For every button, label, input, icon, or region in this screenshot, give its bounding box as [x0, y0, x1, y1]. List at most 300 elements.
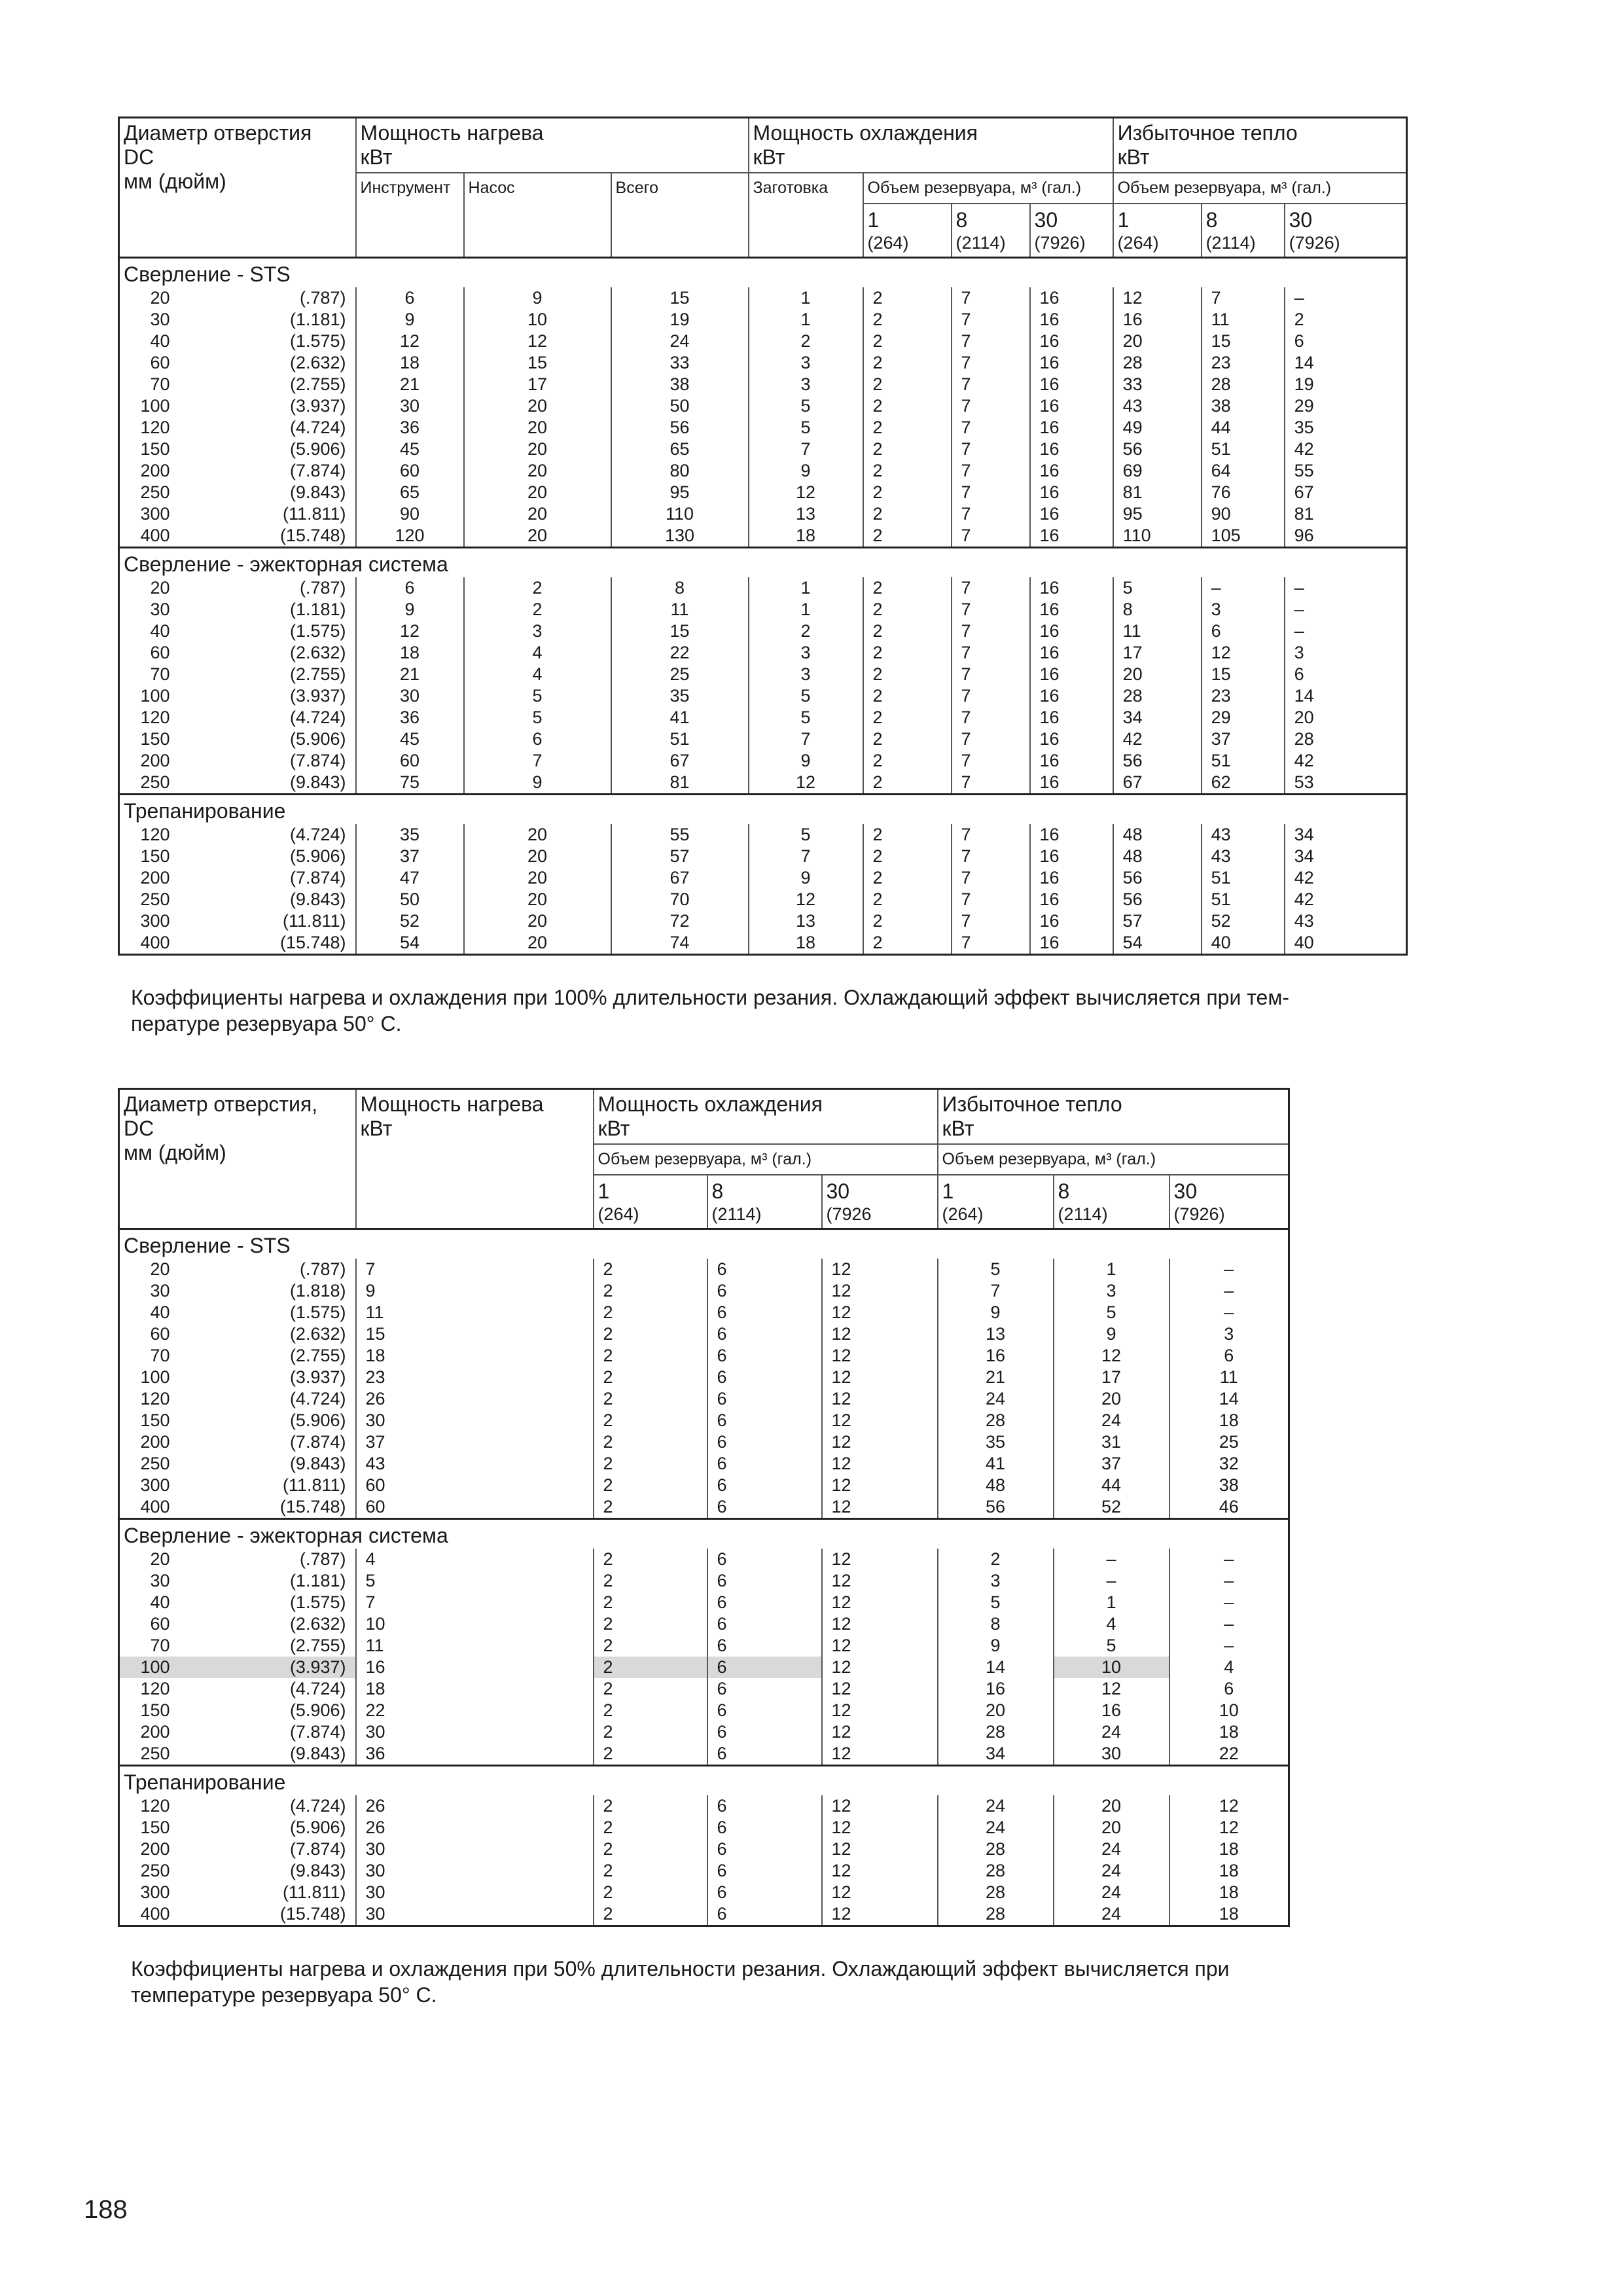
cell-cooling-vol-1: 2: [594, 1453, 707, 1475]
cell-excess-vol-1: 42: [1113, 728, 1202, 750]
cell-excess-vol-30: 3: [1285, 642, 1407, 664]
cell-diameter-mm: 70: [150, 1636, 170, 1655]
cell-cooling-vol-1: 2: [863, 728, 952, 750]
cell-cooling-vol-8: 7: [952, 599, 1030, 620]
table-row: [119, 1635, 1289, 1657]
cell-diameter-inch: (9.843): [289, 1861, 346, 1880]
cell-excess-vol-30: 81: [1285, 503, 1407, 525]
cell-diameter-mm: 100: [140, 396, 170, 416]
cell-heating-instrument: 45: [356, 728, 464, 750]
cell-cooling-blank: 5: [749, 685, 863, 707]
cell-excess-vol-30: 2: [1285, 309, 1407, 331]
cell-heating-pump: 20: [464, 417, 611, 439]
cell-heating-pump: 20: [464, 932, 611, 955]
cell-excess-vol-1: 28: [938, 1721, 1054, 1743]
cell-heating-instrument: 45: [356, 439, 464, 460]
cell-cooling-vol-30: 16: [1030, 309, 1113, 331]
cell-heating-instrument: 18: [356, 352, 464, 374]
cell-heating-power: 26: [356, 1817, 594, 1839]
cell-cooling-vol-1: 2: [594, 1259, 707, 1280]
cell-heating-pump: 20: [464, 910, 611, 932]
cell-diameter-inch: (2.632): [289, 1614, 346, 1634]
cell-cooling-vol-1: 2: [594, 1743, 707, 1766]
cell-heating-instrument: 21: [356, 374, 464, 395]
cell-diameter-mm: 300: [140, 504, 170, 524]
table-row: [119, 1882, 1289, 1903]
cell-heating-total: 70: [611, 889, 749, 910]
cell-cooling-blank: 13: [749, 910, 863, 932]
cell-excess-vol-1: 28: [938, 1860, 1054, 1882]
cell-cooling-blank: 1: [749, 599, 863, 620]
cell-cooling-vol-8: 6: [707, 1388, 822, 1410]
cell-excess-vol-30: 42: [1285, 439, 1407, 460]
cell-diameter-mm: 60: [150, 353, 170, 372]
cell-cooling-vol-30: 12: [822, 1496, 938, 1519]
cell-excess-vol-1: 3: [938, 1570, 1054, 1592]
cell-excess-vol-30: –: [1285, 599, 1407, 620]
table-row: [119, 1302, 1289, 1323]
cell-cooling-vol-30: 12: [822, 1549, 938, 1570]
cell-excess-vol-1: 110: [1113, 525, 1202, 548]
cell-diameter-inch: (4.724): [289, 1389, 346, 1408]
cell-excess-vol-8: –: [1202, 577, 1285, 599]
cell-cooling-vol-8: 6: [707, 1721, 822, 1743]
header-excess-volume-30: 30 (7926): [1285, 204, 1407, 258]
cell-cooling-vol-8: 7: [952, 910, 1030, 932]
table-row: [119, 1345, 1289, 1367]
cell-heating-total: 22: [611, 642, 749, 664]
table-row: [119, 1795, 1289, 1817]
header-blank: Заготовка: [749, 173, 863, 258]
cell-heating-total: 50: [611, 395, 749, 417]
cell-diameter-inch: (1.575): [289, 621, 346, 641]
cell-diameter-mm: 250: [140, 1744, 170, 1763]
cell-diameter-inch: (9.843): [289, 889, 346, 909]
cell-heating-instrument: 52: [356, 910, 464, 932]
cell-cooling-vol-30: 12: [822, 1795, 938, 1817]
cell-cooling-vol-1: 2: [863, 620, 952, 642]
table-row: [119, 1860, 1289, 1882]
cell-excess-vol-30: 22: [1169, 1743, 1289, 1766]
cell-excess-vol-1: 20: [1113, 664, 1202, 685]
cell-excess-vol-8: 9: [1054, 1323, 1169, 1345]
cell-cooling-vol-8: 7: [952, 503, 1030, 525]
header-cooling: Мощность охлаждения кВт: [594, 1089, 938, 1145]
cell-excess-vol-30: –: [1169, 1280, 1289, 1302]
cell-diameter-mm: 120: [140, 708, 170, 727]
cell-excess-vol-8: 12: [1202, 642, 1285, 664]
table-row: [119, 331, 1407, 352]
cell-cooling-vol-1: 2: [863, 482, 952, 503]
cell-cooling-vol-30: 16: [1030, 846, 1113, 867]
cell-cooling-vol-8: 7: [952, 824, 1030, 846]
cell-diameter-mm: 30: [150, 1571, 170, 1590]
cell-cooling-vol-30: 16: [1030, 932, 1113, 955]
cell-heating-total: 55: [611, 824, 749, 846]
cell-cooling-vol-30: 12: [822, 1431, 938, 1453]
cell-heating-power: 26: [356, 1388, 594, 1410]
cell-excess-vol-30: 35: [1285, 417, 1407, 439]
cell-heating-pump: 20: [464, 525, 611, 548]
table-row: [119, 642, 1407, 664]
cell-excess-vol-8: 43: [1202, 846, 1285, 867]
cell-heating-instrument: 60: [356, 750, 464, 772]
table-row: [119, 1549, 1289, 1570]
cell-heating-instrument: 36: [356, 417, 464, 439]
table-row: [119, 1700, 1289, 1721]
cell-excess-vol-1: 28: [1113, 352, 1202, 374]
cell-diameter-inch: (7.874): [289, 461, 346, 480]
cell-excess-vol-1: 5: [1113, 577, 1202, 599]
cell-heating-total: 15: [611, 620, 749, 642]
cell-excess-vol-1: 56: [1113, 439, 1202, 460]
cell-cooling-vol-1: 2: [863, 932, 952, 955]
cell-diameter-mm: 70: [150, 664, 170, 684]
table-row: [119, 910, 1407, 932]
cell-cooling-vol-8: 6: [707, 1475, 822, 1496]
cell-excess-vol-30: 18: [1169, 1903, 1289, 1926]
cell-heating-power: 7: [356, 1592, 594, 1613]
cell-diameter-mm: 300: [140, 1475, 170, 1495]
table-row: [119, 685, 1407, 707]
cell-cooling-vol-8: 6: [707, 1302, 822, 1323]
cell-diameter-mm: 40: [150, 331, 170, 351]
cell-cooling-vol-8: 6: [707, 1613, 822, 1635]
cell-heating-power: 11: [356, 1302, 594, 1323]
cell-diameter-inch: (9.843): [289, 1744, 346, 1763]
cell-excess-vol-30: 18: [1169, 1860, 1289, 1882]
table-heat-cooling-50: [118, 1088, 1290, 1927]
cell-excess-vol-30: 6: [1169, 1345, 1289, 1367]
cell-cooling-vol-8: 7: [952, 439, 1030, 460]
cell-diameter-mm: 250: [140, 1454, 170, 1473]
cell-cooling-vol-8: 6: [707, 1903, 822, 1926]
cell-cooling-vol-30: 12: [822, 1839, 938, 1860]
cell-heating-pump: 4: [464, 642, 611, 664]
cell-diameter-inch: (7.874): [289, 868, 346, 888]
cell-cooling-vol-30: 16: [1030, 750, 1113, 772]
cell-diameter-inch: (15.748): [279, 526, 346, 545]
cell-diameter-inch: (1.575): [289, 331, 346, 351]
cell-heating-total: 67: [611, 750, 749, 772]
cell-cooling-blank: 3: [749, 664, 863, 685]
cell-heating-instrument: 90: [356, 503, 464, 525]
cell-excess-vol-8: 10: [1054, 1657, 1169, 1678]
cell-cooling-vol-30: 16: [1030, 707, 1113, 728]
table-row: [119, 750, 1407, 772]
cell-heating-total: 38: [611, 374, 749, 395]
cell-cooling-vol-8: 7: [952, 932, 1030, 955]
cell-excess-vol-30: 18: [1169, 1839, 1289, 1860]
cell-heating-power: 30: [356, 1860, 594, 1882]
cell-heating-instrument: 30: [356, 685, 464, 707]
cell-cooling-vol-1: 2: [594, 1367, 707, 1388]
cell-diameter-inch: (9.843): [289, 482, 346, 502]
cell-excess-vol-1: 43: [1113, 395, 1202, 417]
cell-cooling-vol-30: 12: [822, 1388, 938, 1410]
cell-heating-total: 11: [611, 599, 749, 620]
cell-heating-pump: 9: [464, 772, 611, 795]
cell-diameter-mm: 120: [140, 1389, 170, 1408]
cell-excess-vol-30: 11: [1169, 1367, 1289, 1388]
section-title: Трепанирование: [119, 1766, 1289, 1796]
cell-diameter-mm: 200: [140, 1722, 170, 1742]
table-row: [119, 707, 1407, 728]
cell-cooling-vol-30: 16: [1030, 460, 1113, 482]
cell-heating-instrument: 36: [356, 707, 464, 728]
cell-excess-vol-8: 51: [1202, 867, 1285, 889]
cell-cooling-vol-30: 16: [1030, 503, 1113, 525]
cell-cooling-vol-8: 7: [952, 525, 1030, 548]
cell-diameter-inch: (4.724): [289, 708, 346, 727]
cell-excess-vol-30: –: [1285, 287, 1407, 309]
cell-excess-vol-8: 5: [1054, 1302, 1169, 1323]
cell-heating-total: 65: [611, 439, 749, 460]
cell-diameter-inch: (.787): [299, 1549, 346, 1569]
cell-diameter-inch: (3.937): [179, 1657, 356, 1678]
table-row: [119, 846, 1407, 867]
cell-excess-vol-1: 28: [938, 1882, 1054, 1903]
cell-excess-vol-8: 24: [1054, 1882, 1169, 1903]
cell-excess-vol-1: 28: [1113, 685, 1202, 707]
cell-heating-power: 36: [356, 1743, 594, 1766]
cell-heating-power: 30: [356, 1410, 594, 1431]
cell-diameter-mm: 200: [140, 1432, 170, 1452]
cell-cooling-vol-8: 7: [952, 309, 1030, 331]
cell-cooling-vol-8: 6: [707, 1345, 822, 1367]
header-excess-volume-1: 1 (264): [1113, 204, 1202, 258]
cell-excess-vol-30: –: [1285, 620, 1407, 642]
cell-heating-pump: 17: [464, 374, 611, 395]
cell-excess-vol-8: 44: [1054, 1475, 1169, 1496]
cell-excess-vol-1: 54: [1113, 932, 1202, 955]
cell-heating-power: 30: [356, 1882, 594, 1903]
cell-diameter-inch: (15.748): [279, 1904, 346, 1924]
cell-cooling-vol-8: 6: [707, 1280, 822, 1302]
cell-excess-vol-1: 48: [938, 1475, 1054, 1496]
cell-cooling-vol-1: 2: [594, 1570, 707, 1592]
cell-excess-vol-30: 6: [1169, 1678, 1289, 1700]
cell-diameter-mm: 120: [140, 825, 170, 844]
cell-diameter-mm: 150: [140, 1410, 170, 1430]
table2-note: Коэффициенты нагрева и охлаждения при 50% длительности резания. Охлаждающий эффект вычисляется при температуре резервуара 50° С.: [131, 1957, 1230, 2007]
cell-cooling-vol-1: 2: [594, 1635, 707, 1657]
cell-diameter-mm: 120: [140, 1796, 170, 1816]
cell-excess-vol-8: 1: [1054, 1259, 1169, 1280]
cell-cooling-vol-1: 2: [863, 374, 952, 395]
cell-heating-pump: 2: [464, 577, 611, 599]
table-row: [119, 417, 1407, 439]
cell-cooling-blank: 2: [749, 620, 863, 642]
cell-cooling-vol-30: 12: [822, 1592, 938, 1613]
cell-diameter-inch: (.787): [299, 578, 346, 598]
cell-cooling-vol-8: 7: [952, 846, 1030, 867]
table-row: [119, 374, 1407, 395]
cell-heating-total: 56: [611, 417, 749, 439]
section-title: Трепанирование: [119, 795, 1407, 825]
cell-cooling-vol-30: 12: [822, 1302, 938, 1323]
cell-cooling-vol-1: 2: [863, 417, 952, 439]
table1-note: Коэффициенты нагрева и охлаждения при 100% длительности резания. Охлаждающий эффект вычисляется при тем- пературе резервуара 50° С.: [131, 986, 1289, 1035]
header-diameter: Диаметр отверстия DC мм (дюйм): [124, 121, 312, 193]
cell-diameter-inch: (5.906): [289, 729, 346, 749]
cell-excess-vol-30: 34: [1285, 846, 1407, 867]
cell-cooling-vol-8: 6: [707, 1549, 822, 1570]
table-row: [119, 287, 1407, 309]
cell-excess-vol-30: 14: [1285, 685, 1407, 707]
table-row: [119, 1592, 1289, 1613]
cell-heating-power: 5: [356, 1570, 594, 1592]
cell-cooling-vol-1: 2: [863, 577, 952, 599]
cell-heating-power: 30: [356, 1721, 594, 1743]
header-volume-30: 30 (7926: [822, 1175, 938, 1229]
cell-cooling-vol-8: 7: [952, 287, 1030, 309]
cell-cooling-vol-8: 6: [707, 1882, 822, 1903]
cell-diameter-inch: (7.874): [289, 1839, 346, 1859]
cell-heating-instrument: 12: [356, 620, 464, 642]
cell-diameter-mm: 70: [150, 1346, 170, 1365]
table-row: [119, 460, 1407, 482]
cell-cooling-vol-1: 2: [594, 1388, 707, 1410]
cell-cooling-vol-1: 2: [594, 1721, 707, 1743]
table-row: [119, 503, 1407, 525]
cell-diameter-inch: (4.724): [289, 825, 346, 844]
cell-excess-vol-1: 56: [1113, 889, 1202, 910]
table-row: [119, 1431, 1289, 1453]
cell-cooling-vol-8: 6: [707, 1657, 822, 1678]
cell-heating-pump: 2: [464, 599, 611, 620]
cell-diameter-inch: (9.843): [289, 772, 346, 792]
cell-diameter-inch: (2.755): [289, 374, 346, 394]
cell-excess-vol-1: 34: [1113, 707, 1202, 728]
cell-cooling-vol-30: 16: [1030, 685, 1113, 707]
cell-excess-vol-30: 29: [1285, 395, 1407, 417]
cell-excess-vol-1: 11: [1113, 620, 1202, 642]
cell-diameter-mm: 60: [150, 1324, 170, 1344]
cell-cooling-vol-8: 6: [707, 1743, 822, 1766]
cell-heating-pump: 7: [464, 750, 611, 772]
cell-excess-vol-8: 76: [1202, 482, 1285, 503]
cell-excess-vol-8: 38: [1202, 395, 1285, 417]
cell-cooling-vol-30: 12: [822, 1817, 938, 1839]
cell-excess-vol-1: 20: [1113, 331, 1202, 352]
cell-excess-vol-1: 20: [938, 1700, 1054, 1721]
cell-cooling-blank: 5: [749, 707, 863, 728]
cell-cooling-vol-30: 12: [822, 1613, 938, 1635]
header-heating: Мощность нагрева кВт: [356, 118, 749, 173]
cell-cooling-vol-8: 6: [707, 1795, 822, 1817]
cell-excess-vol-8: 4: [1054, 1613, 1169, 1635]
table-row: [119, 1743, 1289, 1766]
cell-diameter-mm: 150: [140, 439, 170, 459]
cell-cooling-vol-8: 6: [707, 1700, 822, 1721]
cell-diameter-mm: 200: [140, 751, 170, 770]
cell-cooling-vol-1: 2: [863, 824, 952, 846]
header-volume-1: 1 (264): [594, 1175, 707, 1229]
cell-cooling-vol-30: 12: [822, 1410, 938, 1431]
cell-heating-instrument: 6: [356, 287, 464, 309]
cell-heating-total: 80: [611, 460, 749, 482]
cell-cooling-blank: 7: [749, 439, 863, 460]
cell-cooling-vol-1: 2: [863, 707, 952, 728]
cell-heating-instrument: 30: [356, 395, 464, 417]
cell-excess-vol-8: 37: [1054, 1453, 1169, 1475]
cell-excess-vol-30: 20: [1285, 707, 1407, 728]
table-row: [119, 889, 1407, 910]
table-row: [119, 664, 1407, 685]
cell-excess-vol-8: –: [1054, 1570, 1169, 1592]
cell-heating-power: 30: [356, 1903, 594, 1926]
cell-diameter-mm: 120: [140, 418, 170, 437]
cell-heating-total: 57: [611, 846, 749, 867]
cell-excess-vol-1: 9: [938, 1302, 1054, 1323]
cell-excess-vol-8: 23: [1202, 352, 1285, 374]
cell-diameter-inch: (1.181): [289, 600, 346, 619]
cell-cooling-vol-1: 2: [863, 287, 952, 309]
cell-diameter-mm: 60: [150, 1614, 170, 1634]
cell-diameter-inch: (9.843): [289, 1454, 346, 1473]
cell-heating-instrument: 21: [356, 664, 464, 685]
cell-cooling-blank: 18: [749, 525, 863, 548]
cell-excess-vol-30: 43: [1285, 910, 1407, 932]
cell-diameter-inch: (3.937): [289, 1367, 346, 1387]
cell-excess-vol-30: 3: [1169, 1323, 1289, 1345]
cell-cooling-vol-1: 2: [594, 1700, 707, 1721]
cell-heating-total: 81: [611, 772, 749, 795]
cell-heating-power: 4: [356, 1549, 594, 1570]
table-row: [119, 1259, 1289, 1280]
cell-excess-vol-8: 40: [1202, 932, 1285, 955]
cell-diameter-mm: 400: [140, 933, 170, 952]
cell-cooling-vol-8: 7: [952, 728, 1030, 750]
table-row: [119, 1280, 1289, 1302]
cell-diameter-mm: 250: [140, 1861, 170, 1880]
table-row: [119, 1323, 1289, 1345]
cell-excess-vol-1: 24: [938, 1795, 1054, 1817]
header-volume-1: 1 (264): [863, 204, 952, 258]
cell-cooling-vol-30: 12: [822, 1453, 938, 1475]
cell-cooling-blank: 7: [749, 728, 863, 750]
cell-excess-vol-30: 18: [1169, 1410, 1289, 1431]
cell-diameter-mm: 20: [150, 1259, 170, 1279]
cell-cooling-blank: 1: [749, 309, 863, 331]
cell-excess-vol-30: 55: [1285, 460, 1407, 482]
header-excess-volume-1: 1 (264): [938, 1175, 1054, 1229]
header-tank-volume-excess: Объем резервуара, м³ (гал.): [1113, 173, 1407, 204]
cell-heating-power: 30: [356, 1839, 594, 1860]
cell-excess-vol-30: 14: [1169, 1388, 1289, 1410]
cell-cooling-blank: 9: [749, 750, 863, 772]
cell-heating-pump: 12: [464, 331, 611, 352]
cell-excess-vol-8: 1: [1054, 1592, 1169, 1613]
cell-cooling-vol-8: 7: [952, 331, 1030, 352]
table-row: [119, 1453, 1289, 1475]
cell-excess-vol-8: 24: [1054, 1839, 1169, 1860]
cell-heating-pump: 20: [464, 824, 611, 846]
cell-excess-vol-1: 48: [1113, 824, 1202, 846]
cell-cooling-vol-8: 6: [707, 1570, 822, 1592]
cell-cooling-vol-8: 6: [707, 1496, 822, 1519]
cell-excess-vol-1: 28: [938, 1410, 1054, 1431]
cell-cooling-vol-30: 16: [1030, 867, 1113, 889]
cell-excess-vol-30: 32: [1169, 1453, 1289, 1475]
cell-excess-vol-8: 5: [1054, 1635, 1169, 1657]
cell-excess-vol-1: 67: [1113, 772, 1202, 795]
cell-cooling-vol-1: 2: [594, 1280, 707, 1302]
cell-excess-vol-1: 9: [938, 1635, 1054, 1657]
cell-heating-instrument: 54: [356, 932, 464, 955]
cell-cooling-blank: 9: [749, 460, 863, 482]
